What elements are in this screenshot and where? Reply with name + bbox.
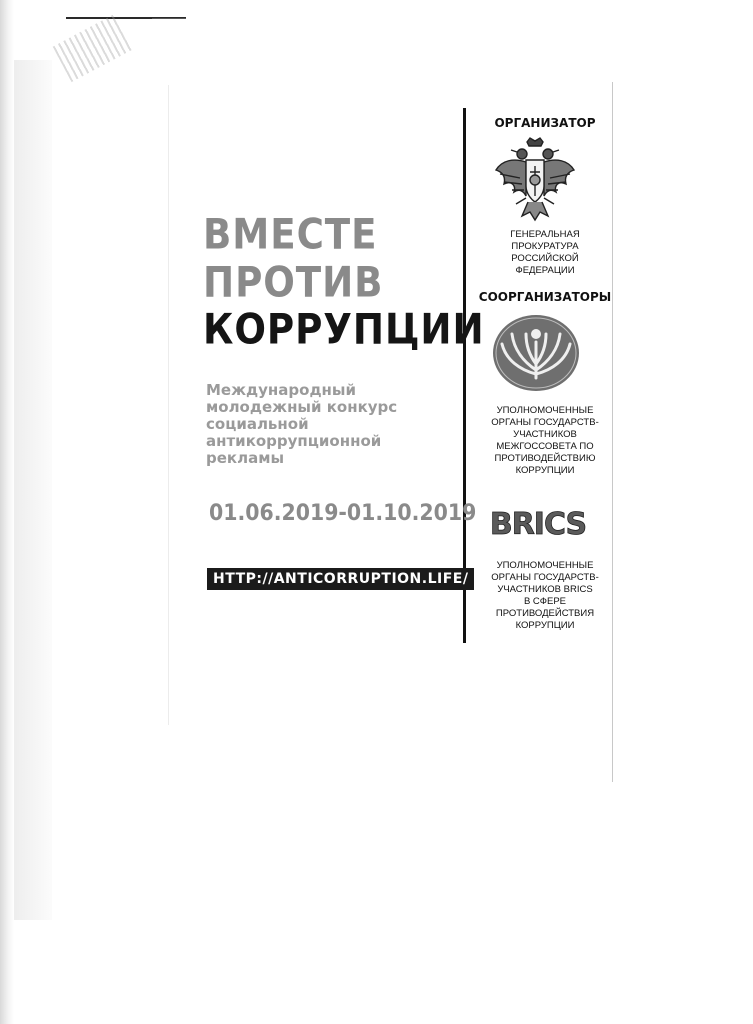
cis-line: ОРГАНЫ ГОСУДАРСТВ- [491, 417, 599, 428]
cis-line: КОРРУПЦИИ [515, 465, 575, 476]
subtitle-line: антикоррупционной [206, 432, 382, 450]
scan-smudge [53, 14, 134, 82]
brics-line: УЧАСТНИКОВ BRICS [497, 584, 593, 595]
title-line-3: КОРРУПЦИИ [203, 305, 485, 355]
brics-logo-text: BRICS [489, 507, 587, 541]
top-rule-accent [152, 18, 186, 19]
brics-text [474, 560, 616, 632]
cis-line: УЧАСТНИКОВ [513, 429, 577, 440]
subtitle-line: молодежный конкурс [206, 398, 398, 416]
cis-line: ПРОТИВОДЕЙСТВИЮ [494, 453, 596, 464]
organizer-text [474, 229, 616, 277]
brics-line: ОРГАНЫ ГОСУДАРСТВ- [491, 572, 599, 583]
page-shadow [14, 60, 52, 920]
subtitle [206, 382, 406, 467]
brics-line: КОРРУПЦИИ [515, 620, 575, 631]
brics-line: ПРОТИВОДЕЙСТВИЯ [495, 608, 595, 619]
page-edge [0, 0, 14, 1024]
organizer-line: РОССИЙСКОЙ [511, 253, 579, 264]
cis-line: УПОЛНОМОЧЕННЫЕ [496, 405, 594, 416]
column-divider [463, 108, 466, 643]
title-line-2: ПРОТИВ [203, 258, 384, 308]
contest-url[interactable]: HTTP://ANTICORRUPTION.LIFE/ [207, 568, 474, 590]
organizer-line: ПРОКУРАТУРА [511, 241, 579, 252]
cis-text [474, 405, 616, 477]
organizer-heading: ОРГАНИЗАТОР [494, 116, 596, 130]
subtitle-line: Международный [206, 381, 356, 399]
cis-logo-icon [490, 312, 582, 394]
organizer-line: ФЕДЕРАЦИИ [515, 265, 575, 276]
brics-line: УПОЛНОМОЧЕННЫЕ [496, 560, 594, 571]
left-fold-line [168, 85, 169, 725]
title-line-1: ВМЕСТЕ [203, 210, 378, 260]
subtitle-line: социальной [206, 415, 309, 433]
subtitle-line: рекламы [206, 449, 285, 467]
brics-line: В СФЕРЕ [523, 596, 567, 607]
cis-line: МЕЖГОССОВЕТА ПО [496, 441, 594, 452]
organizer-line: ГЕНЕРАЛЬНАЯ [510, 229, 580, 240]
contest-dates: 01.06.2019-01.10.2019 [209, 501, 477, 526]
eagle-emblem-icon [492, 136, 578, 224]
coorganizers-heading: СООРГАНИЗАТОРЫ [478, 290, 612, 304]
brics-logo-icon [488, 501, 588, 541]
